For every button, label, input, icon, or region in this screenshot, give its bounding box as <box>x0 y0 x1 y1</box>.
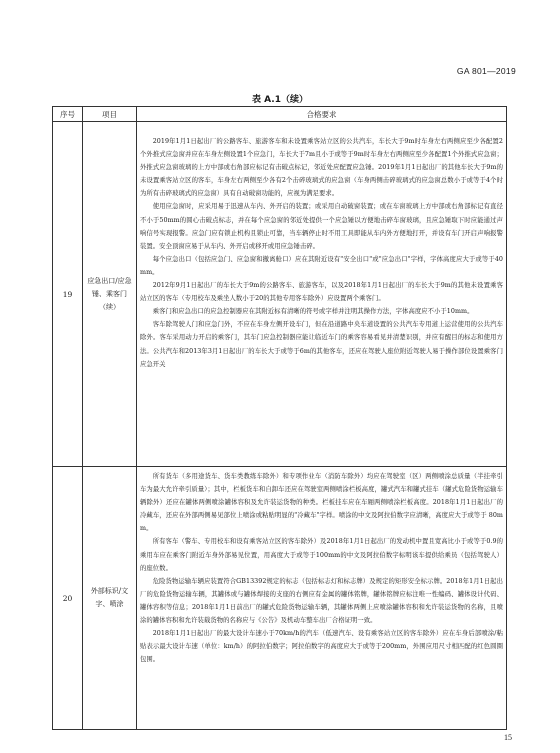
header-item: 项目 <box>83 107 137 122</box>
table-title: 表 A.1（续） <box>252 95 308 105</box>
requirement-paragraph: 所有货车（多用途货车、货车类教练车除外）和专项作业车（消防车除外）均应在驾驶室（区）两侧喷涂总质量（半挂牵引车为最大允许牵引质量）；其中，栏板货车和自卸车还应在驾驶室两侧喷涂栏板高度，罐式汽车和罐式挂车（罐式危险货物运输车辆除外）还应在罐体两侧喷涂罐体容积及允许装运货物的种类。栏板挂车应在车厢两侧喷涂栏板高度。2018年1月1日起出厂的冷藏车，还应在外部两侧易见部位上喷涂或粘贴明显的"冷藏车"字样。喷涂的中文及阿拉伯数字应清晰，高度应大于或等于 80mm。 <box>140 473 503 533</box>
row-requirements <box>137 122 507 467</box>
row-item: 外部标识/文字、喷涂 <box>83 467 137 730</box>
requirement-paragraph: 2012年9月1日起出厂的车长大于9m的公路客车、旅游客车，以及2018年1月1日起出厂的车长大于9m的其他未设置乘客站立区的客车（专用校车及乘坐人数小于20的其他专用客车除外）应设置两个乘客门。 <box>140 282 503 303</box>
row-serial-no: 19 <box>53 122 83 467</box>
table-row <box>53 467 507 730</box>
row-serial-no: 20 <box>53 467 83 730</box>
requirement-paragraph: 每个应急出口（包括应急门、应急窗和撤离舱口）应在其附近设有"安全出口"或"应急出口"字样，字体高度应大于或等于40mm。 <box>140 255 503 276</box>
requirement-paragraph: 乘客门和应急出口的应急控制器应在其附近标有清晰的符号或字样并注明其操作方法，字体高度应不小于10mm。 <box>152 308 474 316</box>
header-requirement: 合格要求 <box>137 107 507 122</box>
requirement-paragraph: 2018年1月1日起出厂的最大设计车速小于70km/h的汽车（低速汽车、设有乘客站立区的客车除外）应在车身后部喷涂/粘贴表示最大设计车速（单位：km/h）的阿拉伯数字；阿拉伯数字的高度应大于或等于200mm，外围应用尺寸相匹配的红色圆圈包围。 <box>140 630 503 664</box>
requirement-paragraph: 危险货物运输车辆应装置符合GB13392规定的标志（包括标志灯和标志牌）及规定的矩形安全标示牌。2018年1月1日起出厂的危险货物运输车辆，其罐体或与罐体焊接的支座的右侧应有金属的罐体铭牌，罐体铭牌应标注唯一性编码、罐体设计代码、罐体容积等信息；2018年1月1日前出厂的罐式危险货物运输车辆，其罐体两侧上应喷涂罐体容积和允许装运货物的名称，且喷涂的罐体容积和允许装载货物的名称应与《公告》及机动车整车出厂合格证明一致。 <box>140 577 503 625</box>
requirement-paragraph: 2019年1月1日起出厂的公路客车、旅游客车和未设置乘客站立区的公共汽车，车长大于9m时车身左右两侧应至少各配置2个外推式应急窗并应在车身左侧设置1个应急门，车长大于7m且小于或等于9m时车身左右两侧应至少各配置1个外推式应急窗；外推式应急窗玻璃的上方中部或右角部应标记有击破点标记，邻近处应配置应急锤。2019年1月1日起出厂的其他车长大于9m的未设置乘客站立区的客车，车身左右两侧至少各有2个击碎玻璃式的应急窗（车身两侧击碎玻璃式的应急窗总数小于或等于4个时为所有击碎玻璃式的应急窗）具有自动破窗功能的，应视为满足要求。 <box>140 138 503 198</box>
requirement-paragraph: 所有客车（警车、专用校车和设有乘客站立区的客车除外）及2018年1月1日起出厂的发动机中置且宽高比小于或等于0.9的乘用车应在乘客门附近车身外部易见位置，用高度大于或等于100mm的中文及阿拉伯数字标明该车提供给乘员（包括驾驶人）的座位数。 <box>140 538 503 572</box>
row-item: 应急出口/应急锤、乘客门（续） <box>83 122 137 467</box>
table-row <box>53 122 507 467</box>
table-header-row <box>53 107 507 122</box>
header-serial-no: 序号 <box>53 107 83 122</box>
requirement-paragraph: 使用应急窗时，应采用易于迅速从车内、外开启的装置；或采用自动破窗装置；或在车窗玻璃上方中部或右角部标记有直径不小于50mm的圆心击破点标志，并在每个应急窗的邻近处提供一个应急锤以方便地击碎车窗玻璃，且应急锤取下时应能通过声响信号实现报警。应急门应有锁止机构且锁止可靠，当车辆停止时不用工具即能从车内外方便地打开，并设有车门开启声响报警装置。安全顶窗应易于从车内、外开启或移开或用应急锤击碎。 <box>140 203 503 250</box>
requirements-table <box>52 106 507 730</box>
row-requirements <box>137 467 507 730</box>
page-number: 15 <box>504 733 512 742</box>
standard-code: GA 801—2019 <box>456 66 516 76</box>
requirement-paragraph: 客车除驾驶人门和应急门外，不应在车身左侧开设车门，但在沿道路中央车道设置的公共汽车专用道上运营使用的公共汽车除外。客车采用动力开启的乘客门，其车门应急控制器应能让临近车门的乘客容易看见并清楚识别，并应有醒目的标志和使用方法。公共汽车和2013年3月1日起出厂的车长大于或等于6m的其他客车，还应在驾驶人座位附近驾驶人易于操作部位设置乘客门应急开关 <box>140 321 503 368</box>
